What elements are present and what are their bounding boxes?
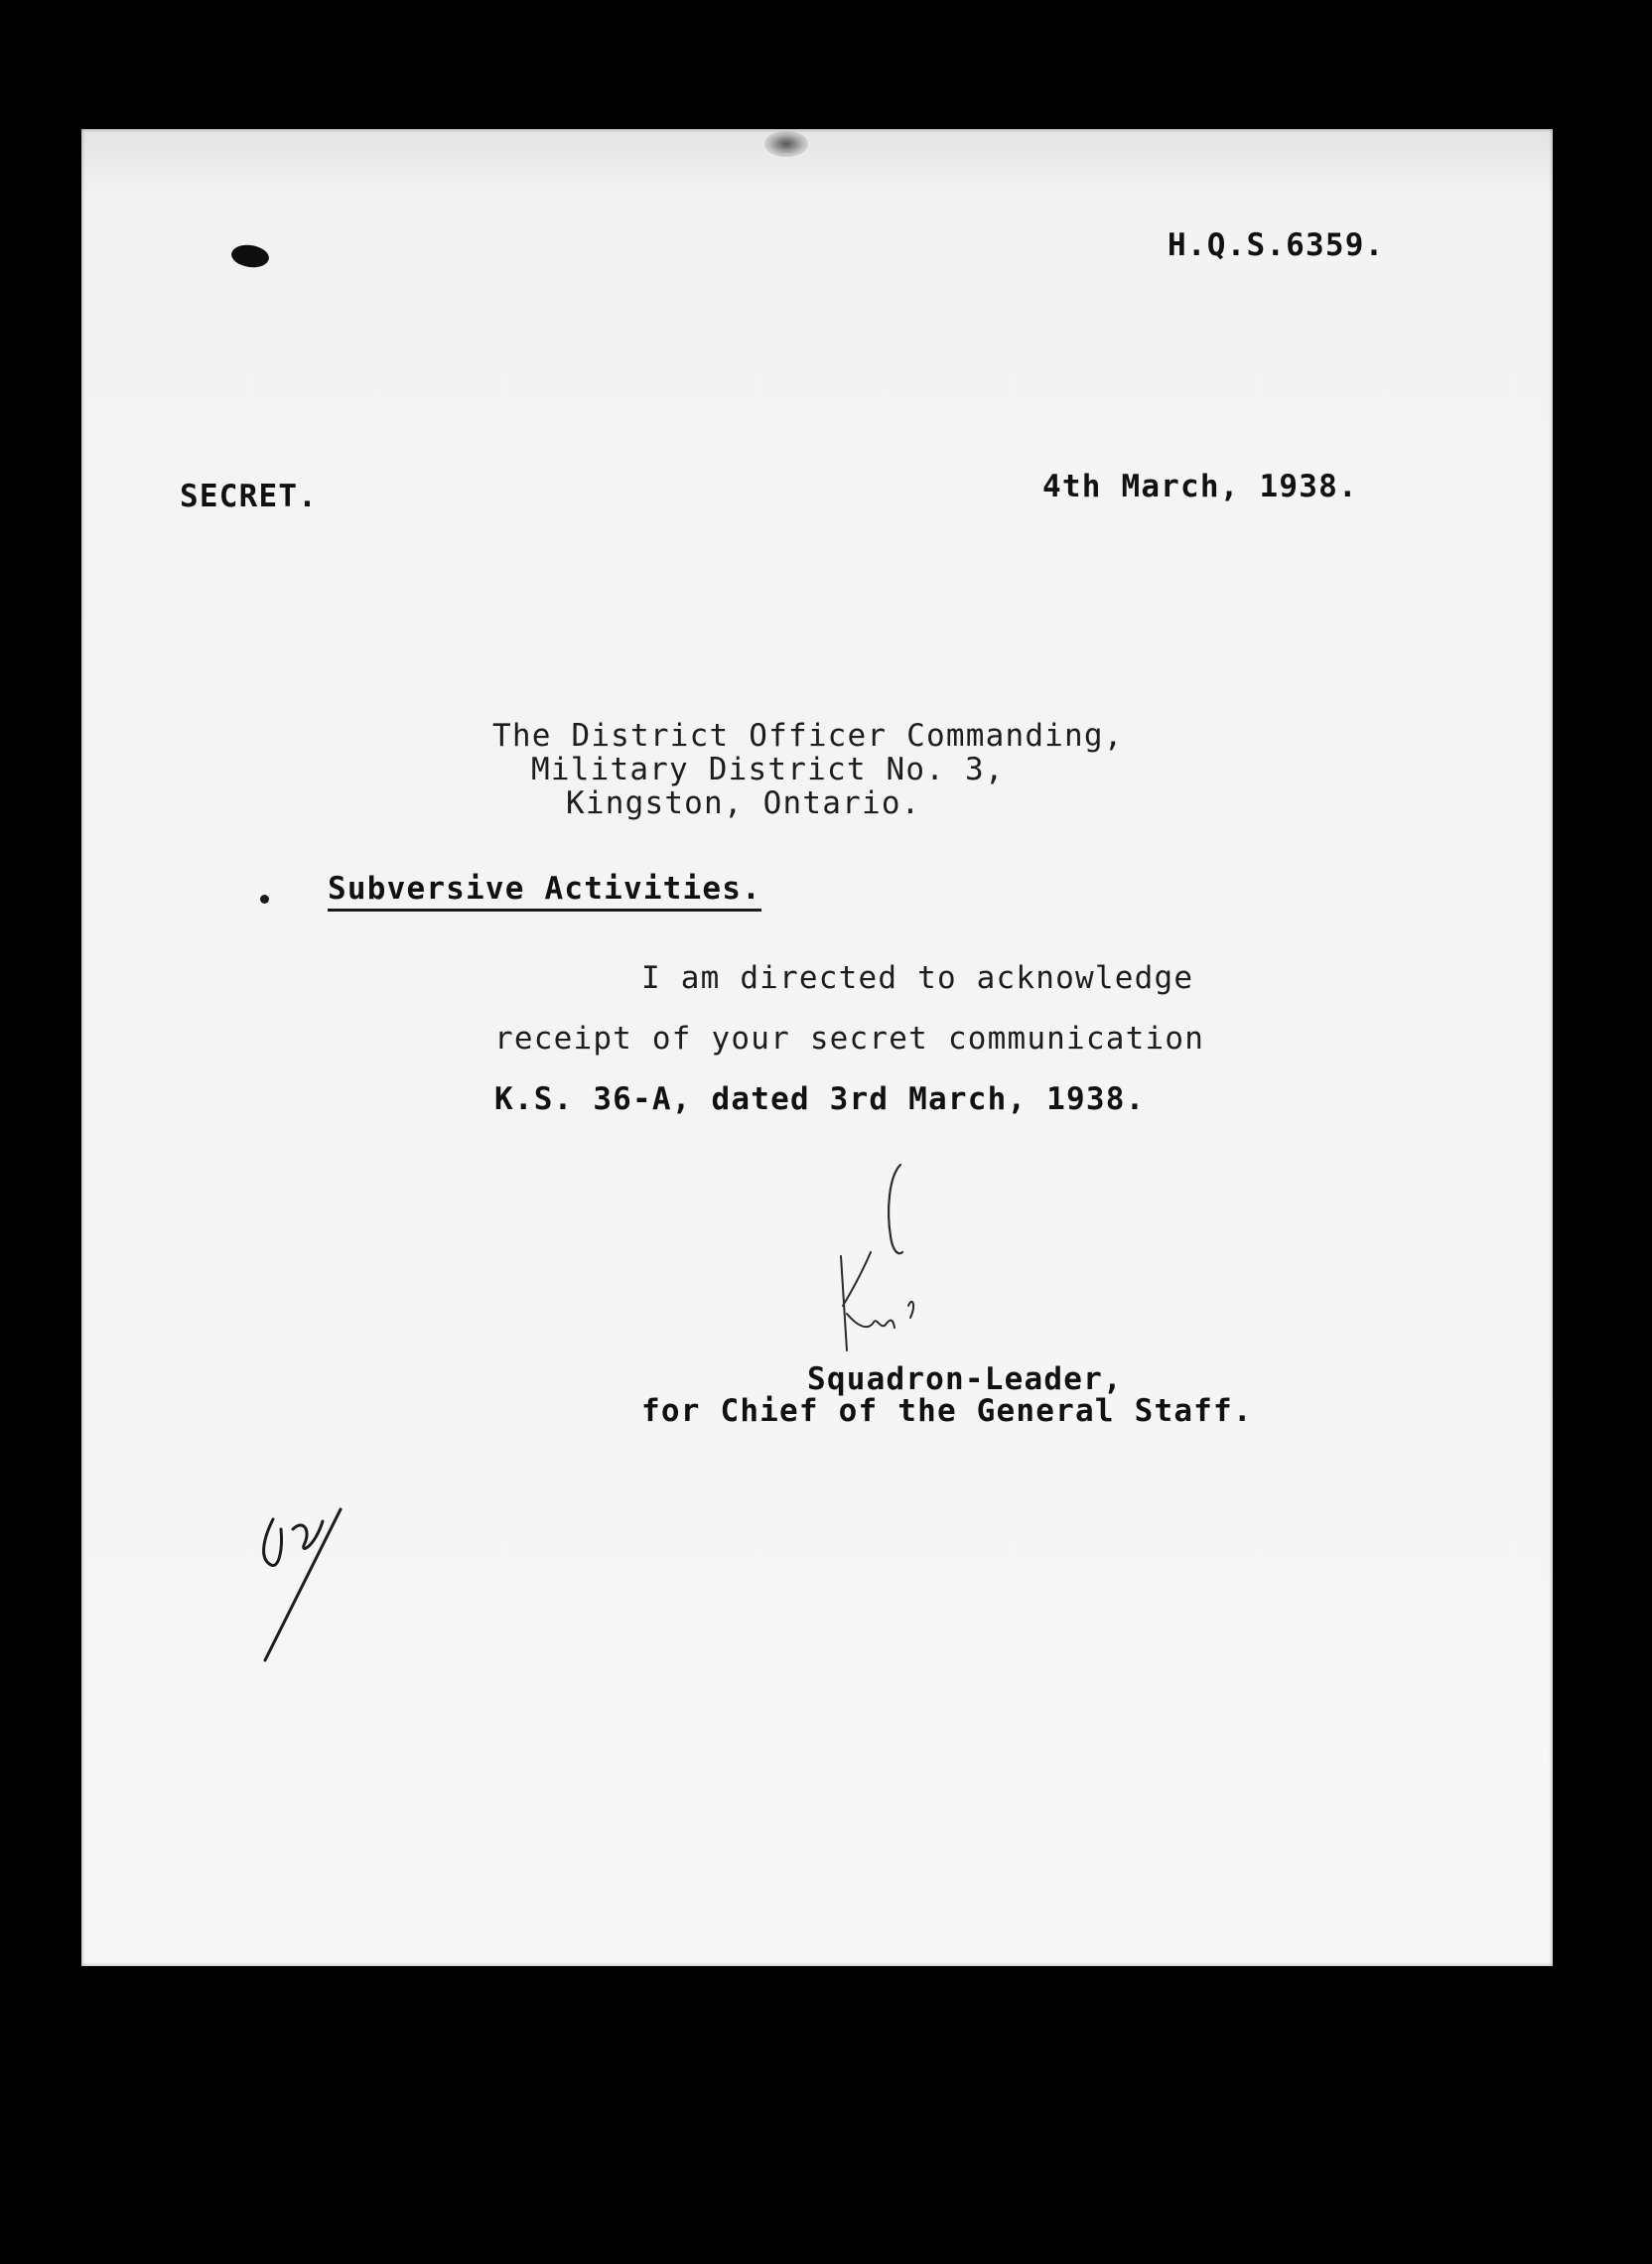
signatory-rank: Squadron-Leader, [807, 1361, 1123, 1397]
letter-date: 4th March, 1938. [1042, 469, 1358, 504]
classification-label: SECRET. [180, 479, 319, 514]
handwritten-file-mark [253, 1499, 362, 1668]
signatory-office: for Chief of the General Staff. [641, 1393, 1253, 1429]
address-line: Military District No. 3, [531, 752, 1005, 787]
paper-smudge [764, 131, 808, 157]
address-line: Kingston, Ontario. [566, 785, 921, 821]
address-line: The District Officer Commanding, [492, 718, 1124, 754]
handwritten-initials [829, 1157, 928, 1355]
body-line: K.S. 36-A, dated 3rd March, 1938. [494, 1081, 1146, 1117]
subject-line: Subversive Activities. [328, 874, 761, 912]
subject-bullet [260, 895, 269, 904]
body-line: receipt of your secret communication [494, 1021, 1205, 1057]
body-line: I am directed to acknowledge [641, 960, 1194, 996]
file-number: H.Q.S.6359. [1168, 227, 1385, 263]
